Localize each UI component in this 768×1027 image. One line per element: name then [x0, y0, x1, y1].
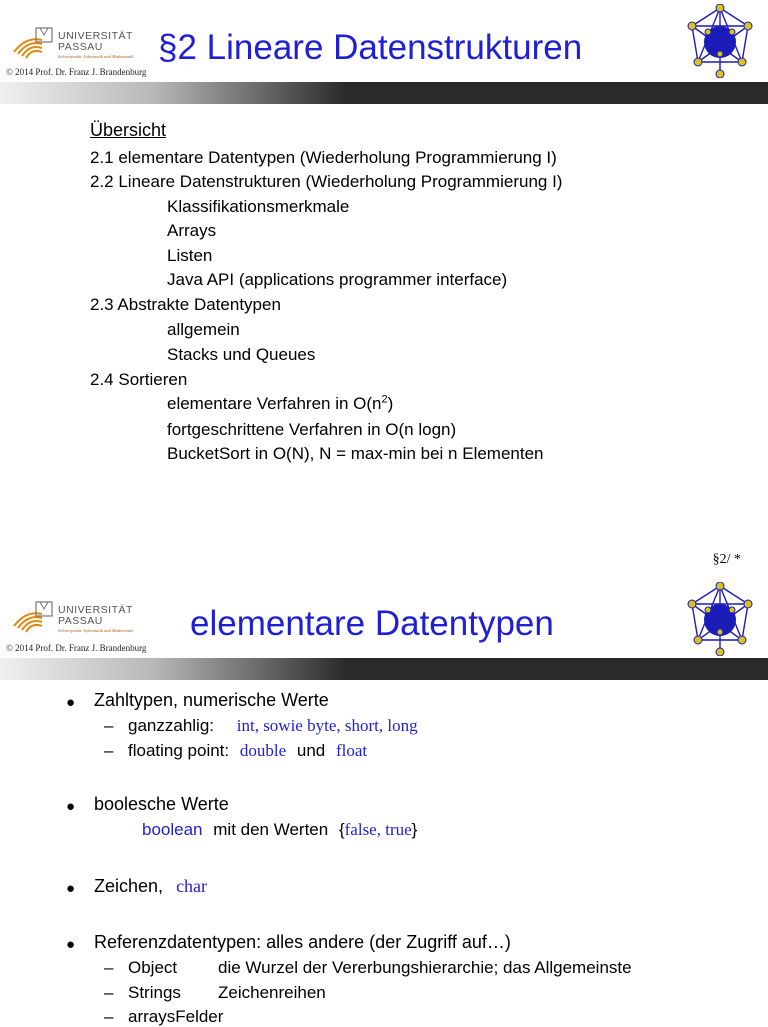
sub-arrays: – arraysFelder: [104, 1007, 224, 1026]
sub-strings: – Strings Zeichenreihen: [104, 983, 326, 1002]
logo-motto: Schwerpunkt: Informatik und Mathematik: [58, 54, 134, 59]
toc-2-2-item: Arrays: [167, 221, 217, 240]
toc-2-4: 2.4 Sortieren: [90, 370, 188, 389]
toc-2-3-item: allgemein: [167, 320, 240, 339]
toc-2-3-item: Stacks und Queues: [167, 345, 316, 364]
toc-2-2: 2.2 Lineare Datenstrukturen (Wiederholung Programmierung I): [90, 172, 563, 191]
toc-2-3: 2.3 Abstrakte Datentypen: [90, 295, 281, 314]
bullet-boolesche-werte: boolesche Werte: [94, 794, 229, 814]
code-int-types: int, sowie byte, short, long: [236, 716, 418, 735]
toc-2-2-item: Klassifikationsmerkmale: [167, 197, 350, 216]
logo-word-passau: PASSAU: [58, 41, 103, 53]
toc-2-4-item: BucketSort in O(N), N = max-min bei n Elementen: [167, 444, 544, 463]
copyright: © 2014 Prof. Dr. Franz J. Brandenburg: [6, 67, 147, 77]
network-graph-icon: [684, 582, 756, 656]
toc-2-2-item: Java API (applications programmer interface): [167, 270, 508, 289]
passau-emblem-icon: [12, 600, 56, 634]
code-boolean: boolean: [142, 820, 203, 839]
slide-title: §2 Lineare Datenstrukturen: [158, 28, 583, 67]
dash: –: [104, 1007, 114, 1026]
overview-heading: Übersicht: [90, 120, 167, 140]
bullet-dot: ●: [66, 798, 76, 815]
sub-floating-point: – floating point: double und float: [104, 741, 368, 760]
slide-2: [0, 576, 768, 1024]
dash: –: [104, 716, 114, 735]
passau-emblem-icon: [12, 26, 56, 60]
logo-motto: Schwerpunkt: Informatik und Mathematik: [58, 628, 134, 633]
slide-title: elementare Datentypen: [190, 604, 554, 643]
code-float: float: [336, 741, 368, 760]
bullet-dot: ●: [66, 694, 76, 711]
logo-word-universitaet: UNIVERSITÄT: [58, 604, 133, 616]
code-char: char: [176, 876, 208, 896]
logo-word-passau: PASSAU: [58, 615, 103, 627]
sub-object: – Object die Wurzel der Vererbungshierarchie; das Allgemeinste: [104, 958, 632, 977]
toc-2-1: 2.1 elementare Datentypen (Wiederholung Programmierung I): [90, 148, 557, 167]
bullet-dot: ●: [66, 880, 76, 897]
sub-ganzzahlig: – ganzzahlig: int, sowie byte, short, long: [104, 716, 418, 735]
toc-2-2-item: Listen: [167, 246, 213, 265]
copyright: © 2014 Prof. Dr. Franz J. Brandenburg: [6, 643, 147, 653]
dash: –: [104, 983, 114, 1002]
bullet-zeichen: Zeichen, char: [94, 876, 208, 896]
dash: –: [104, 741, 114, 760]
university-logo: [12, 26, 142, 66]
code-false-true: false, true: [344, 820, 412, 839]
bullet-zahltypen: Zahltypen, numerische Werte: [94, 690, 329, 710]
toc-2-4-item: fortgeschrittene Verfahren in O(n logn): [167, 420, 457, 439]
logo-word-universitaet: UNIVERSITÄT: [58, 30, 133, 42]
page-number: §2/ *: [712, 552, 741, 567]
code-double: double: [239, 741, 287, 760]
toc-2-4-item: elementare Verfahren in $O(n^2)$: [167, 393, 394, 413]
bullet-dot: ●: [66, 936, 76, 953]
bullet-referenzdatentypen: Referenzdatentypen: alles andere (der Zugriff auf…): [94, 932, 511, 952]
header-bar: [0, 658, 768, 680]
dash: –: [104, 958, 114, 977]
header-bar: [0, 82, 768, 104]
network-graph-icon: [684, 4, 756, 78]
boolean-line: boolean mit den Werten {false, true}: [142, 820, 418, 839]
university-logo: [12, 600, 142, 640]
